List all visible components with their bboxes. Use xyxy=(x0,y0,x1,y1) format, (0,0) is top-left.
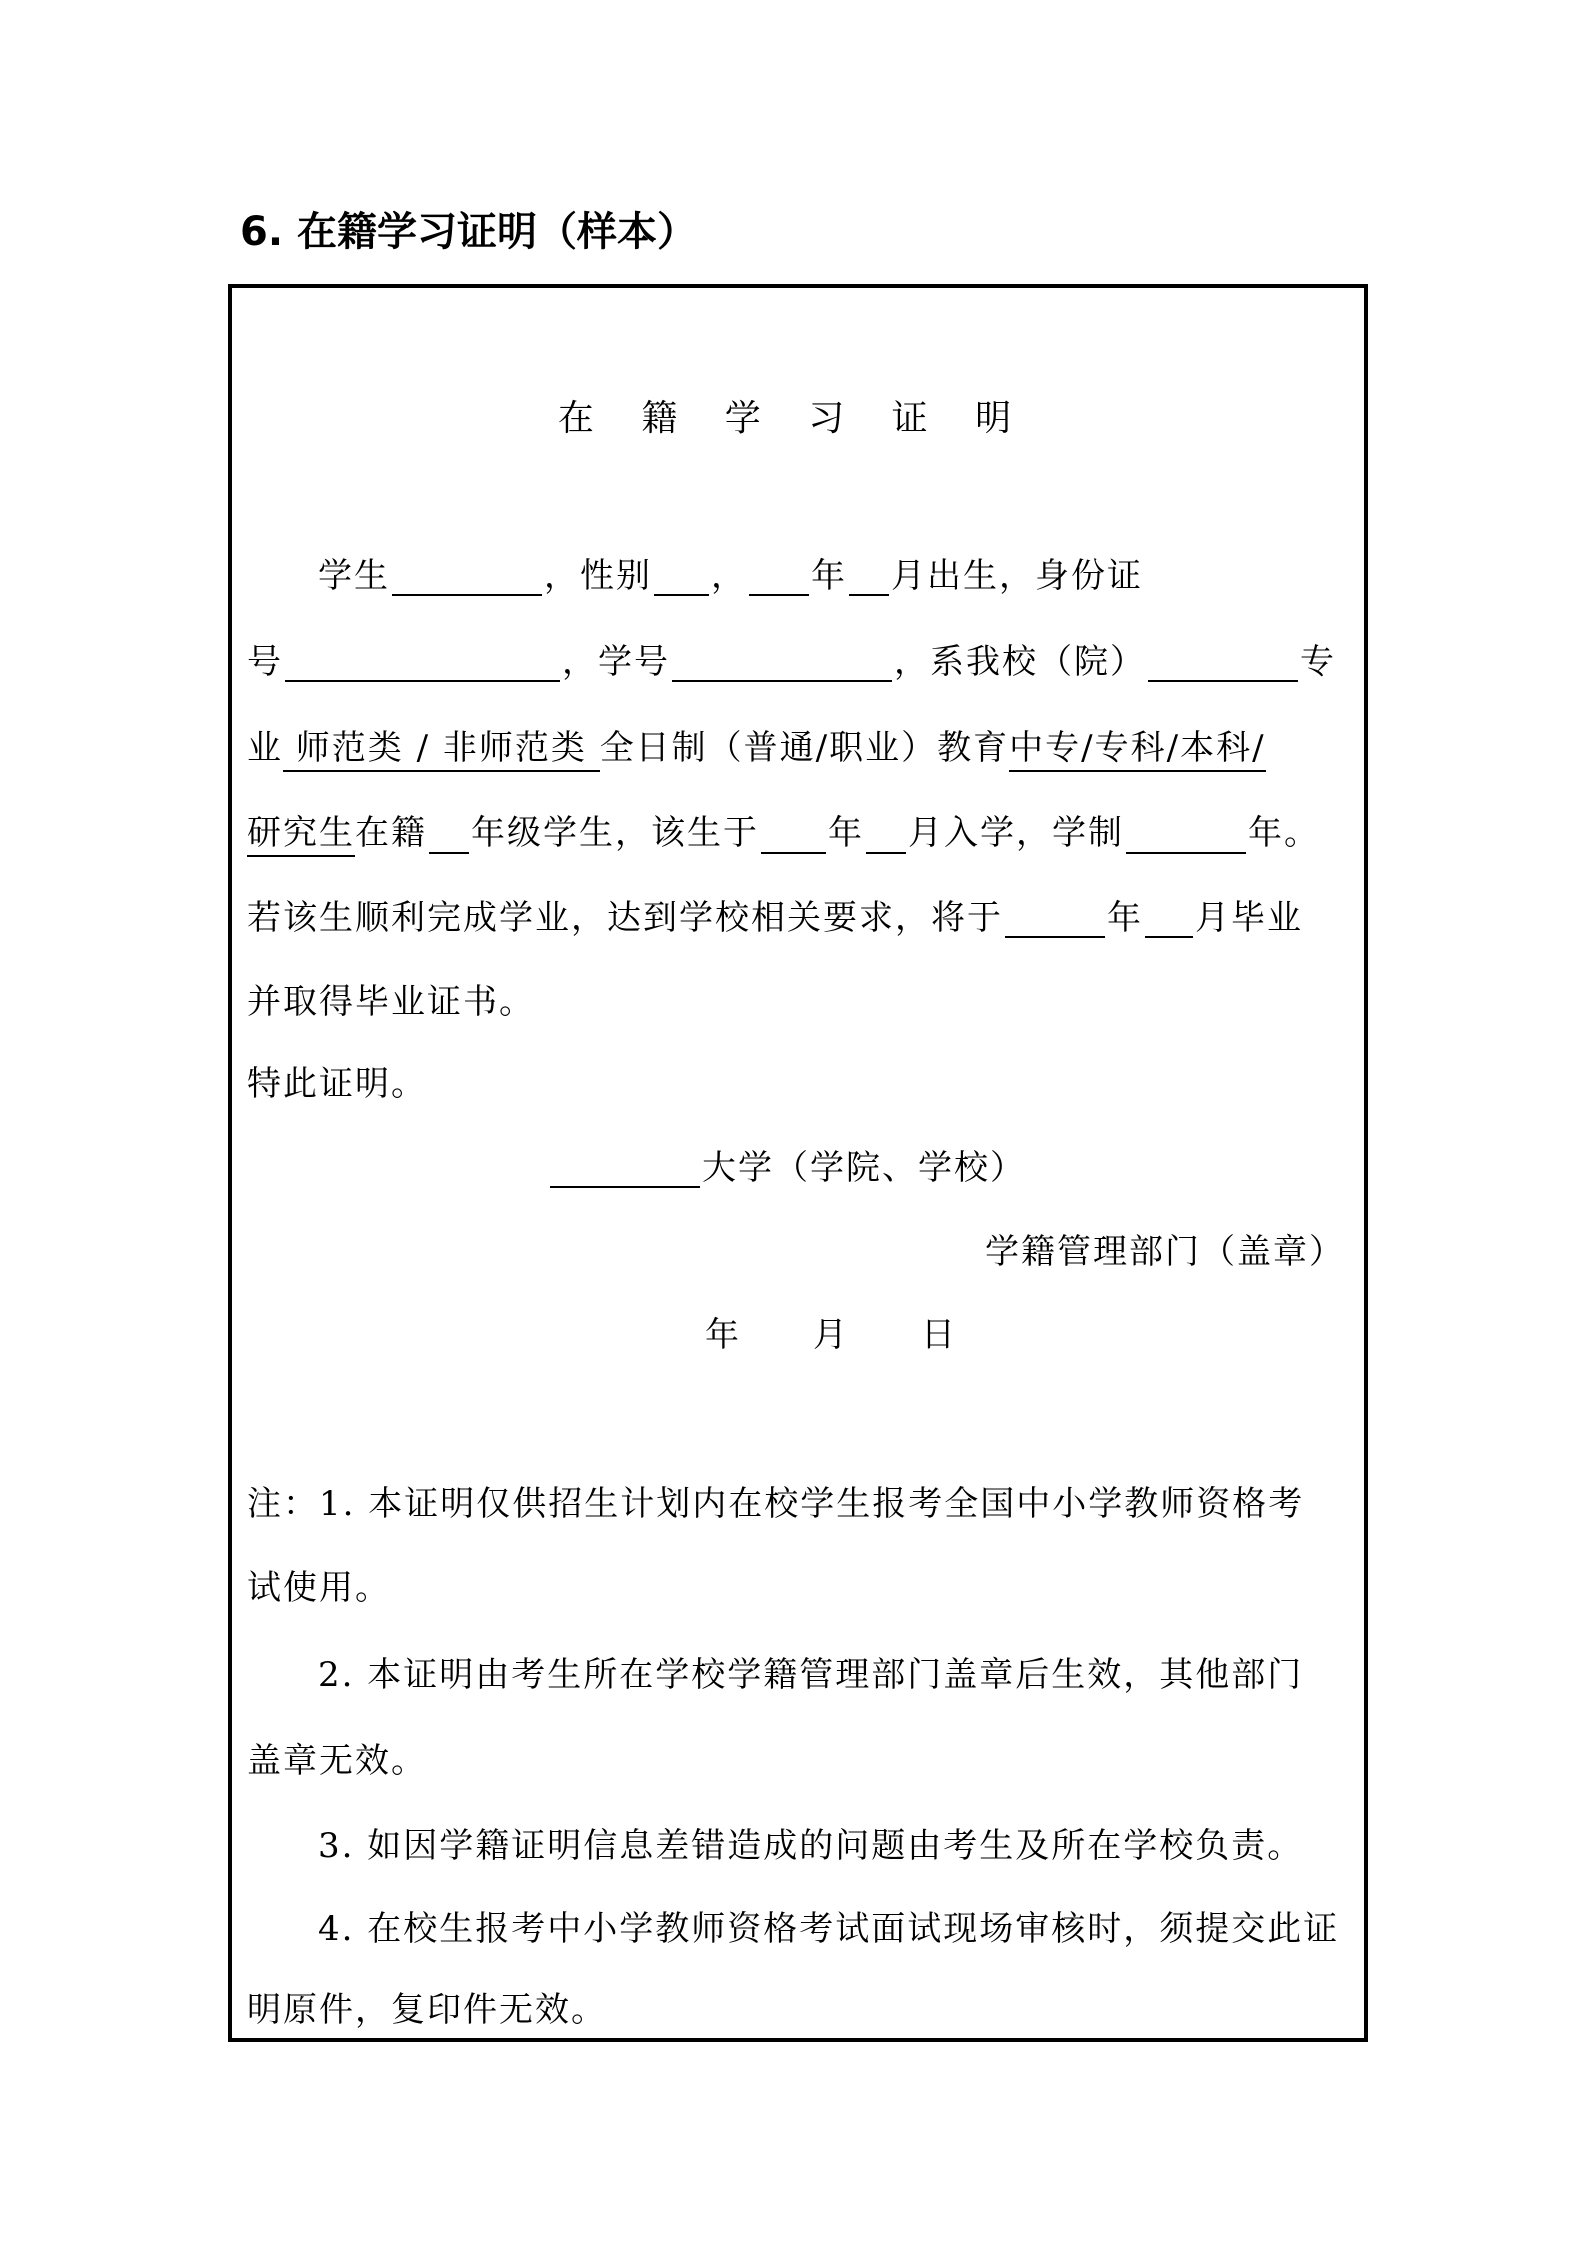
label-major-suffix: 业 xyxy=(247,728,283,768)
label-years-end: 年。 xyxy=(1248,813,1320,853)
blank-school xyxy=(550,1154,700,1188)
body-line-5 xyxy=(247,898,1303,938)
label-birth-id: 月出生，身份证 xyxy=(891,556,1143,596)
label-graduation: 若该生顺利完成学业，达到学校相关要求，将于 xyxy=(247,898,1003,938)
label-year: 年 xyxy=(828,813,864,853)
blank-entry-year xyxy=(761,820,826,854)
label-grade-student: 年级学生，该生于 xyxy=(471,813,759,853)
label-duration: 月入学，学制 xyxy=(908,813,1124,853)
dept-seal: 学籍管理部门（盖章） xyxy=(985,1232,1345,1272)
blank-id-number xyxy=(285,648,560,682)
label-year: 年 xyxy=(1107,898,1143,938)
note-3: 3. 如因学籍证明信息差错造成的问题由考生及所在学校负责。 xyxy=(318,1826,1304,1866)
blank-duration xyxy=(1126,820,1246,854)
label-student-no: ，学号 xyxy=(562,642,670,682)
blank-name xyxy=(392,562,542,596)
label-education-type: 全日制（普通/职业）教育 xyxy=(599,728,1010,768)
blank-gender xyxy=(654,562,709,596)
comma: ， xyxy=(711,556,747,596)
certificate-title: 在 籍 学 习 证 明 xyxy=(557,398,1030,439)
blank-grade xyxy=(429,820,469,854)
education-level-graduate: 研究生 xyxy=(247,813,355,857)
note-1-line-2: 试使用。 xyxy=(247,1568,391,1608)
body-line-1 xyxy=(318,556,1143,596)
body-line-4 xyxy=(247,813,1320,854)
note-2-line-2: 盖章无效。 xyxy=(247,1741,427,1781)
blank-entry-month xyxy=(866,820,906,854)
note-2-line-1: 2. 本证明由考生所在学校学籍管理部门盖章后生效，其他部门 xyxy=(318,1655,1304,1695)
label-enrolled: 在籍 xyxy=(355,813,427,853)
label-id-suffix: 号 xyxy=(247,642,283,682)
label-year: 年 xyxy=(811,556,847,596)
teacher-type-options: 师范类 / 非师范类 xyxy=(283,728,600,772)
blank-birth-month xyxy=(849,562,889,596)
label-department: ，系我校（院） xyxy=(894,642,1146,682)
label-student: 学生 xyxy=(318,556,390,596)
school-line xyxy=(548,1148,1026,1188)
blank-student-no xyxy=(672,648,892,682)
body-line-2 xyxy=(247,642,1336,682)
education-level-options: 中专/专科/本科/ xyxy=(1009,728,1265,772)
blank-department xyxy=(1148,648,1298,682)
note-4-line-1: 4. 在校生报考中小学教师资格考试面试现场审核时，须提交此证 xyxy=(318,1909,1340,1949)
note-1-line-1: 注：1. 本证明仅供招生计划内在校学生报考全国中小学教师资格考 xyxy=(247,1484,1305,1524)
body-line-6: 并取得毕业证书。 xyxy=(247,982,535,1022)
page-heading: 6. 在籍学习证明（样本） xyxy=(240,209,697,255)
blank-birth-year xyxy=(749,562,809,596)
body-line-3 xyxy=(247,728,1266,768)
label-gender: ，性别 xyxy=(544,556,652,596)
note-4-line-2: 明原件，复印件无效。 xyxy=(247,1990,607,2030)
school-label: 大学（学院、学校） xyxy=(702,1148,1026,1188)
label-month-graduate: 月毕业 xyxy=(1195,898,1303,938)
date-line: 年 月 日 xyxy=(705,1315,957,1355)
blank-grad-year xyxy=(1005,904,1105,938)
label-major: 专 xyxy=(1300,642,1336,682)
blank-grad-month xyxy=(1145,904,1193,938)
body-line-7: 特此证明。 xyxy=(247,1064,427,1104)
